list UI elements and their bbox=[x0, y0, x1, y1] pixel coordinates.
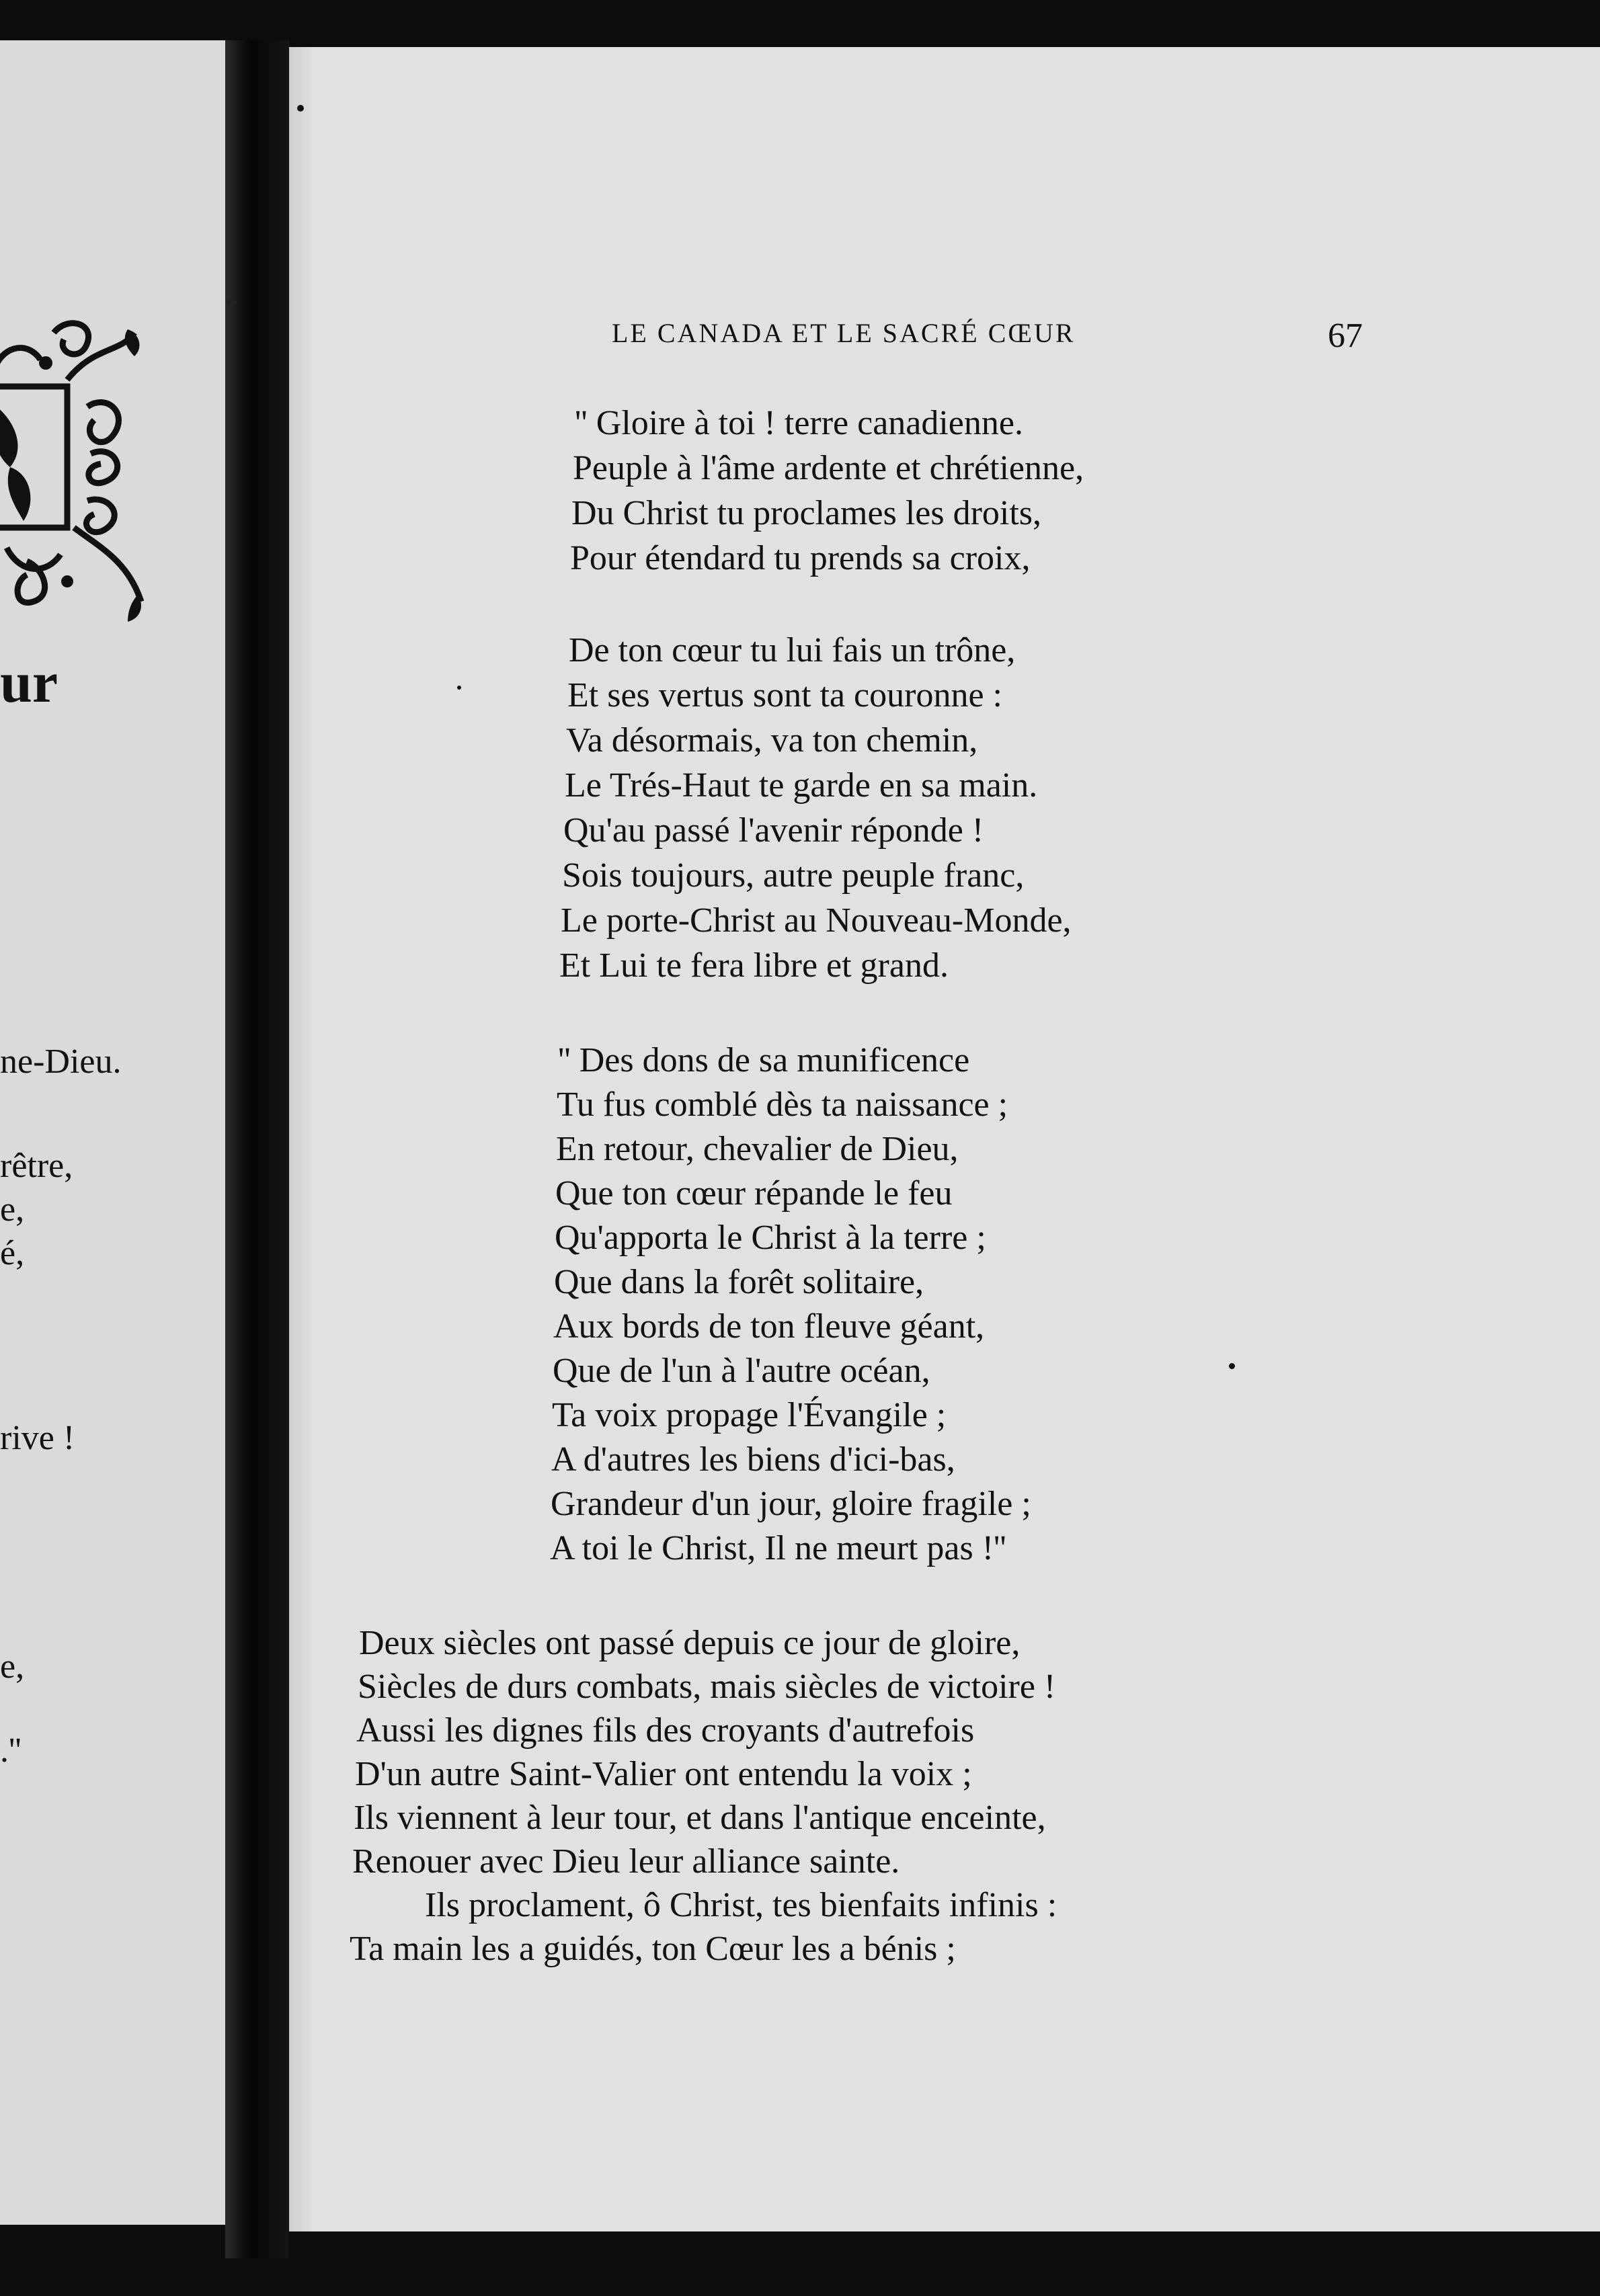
scan-speck bbox=[297, 105, 304, 112]
verse-line: D'un autre Saint-Valier ont entendu la voix ; bbox=[355, 1755, 972, 1793]
verse-line: '' Des dons de sa munificence bbox=[558, 1041, 970, 1079]
verse-line: Pour étendard tu prends sa croix, bbox=[570, 539, 1031, 577]
verse-line: Le Trés-Haut te garde en sa main. bbox=[565, 766, 1038, 805]
verse-line: En retour, chevalier de Dieu, bbox=[556, 1130, 959, 1168]
scan-speck bbox=[457, 686, 461, 690]
verse-line: Ta voix propage l'Évangile ; bbox=[552, 1396, 947, 1434]
verse-line: Tu fus comblé dès ta naissance ; bbox=[557, 1085, 1008, 1124]
scan-speck bbox=[1229, 1363, 1235, 1369]
verse-line: Le porte-Christ au Nouveau-Monde, bbox=[561, 901, 1072, 940]
verse-line: Sois toujours, autre peuple franc, bbox=[562, 856, 1025, 895]
verse-line: Et Lui te fera libre et grand. bbox=[559, 946, 949, 985]
verse-line: A d'autres les biens d'ici-bas, bbox=[551, 1440, 955, 1479]
left-page-line: e, bbox=[0, 1647, 25, 1686]
verse-line: Qu'apporta le Christ à la terre ; bbox=[555, 1219, 986, 1257]
right-page bbox=[289, 47, 1600, 2231]
verse-line: Qu'au passé l'avenir réponde ! bbox=[563, 811, 984, 850]
verse-line: Va désormais, va ton chemin, bbox=[566, 721, 978, 760]
scan-speck bbox=[227, 299, 237, 306]
verse-line: De ton cœur tu lui fais un trône, bbox=[569, 631, 1016, 669]
verse-line: Aussi les dignes fils des croyants d'autrefois bbox=[356, 1711, 975, 1750]
verse-line: Du Christ tu proclames les droits, bbox=[571, 494, 1042, 532]
left-page-line: .'' bbox=[0, 1731, 22, 1770]
verse-line: Siècles de durs combats, mais siècles de victoire ! bbox=[358, 1668, 1056, 1706]
verse-line: Deux siècles ont passé depuis ce jour de gloire, bbox=[359, 1624, 1021, 1662]
verse-line: Aux bords de ton fleuve géant, bbox=[553, 1307, 985, 1346]
left-page-line: e, bbox=[0, 1190, 25, 1229]
decorative-ornament-icon bbox=[0, 306, 155, 628]
left-facing-page bbox=[0, 40, 225, 2225]
left-page-line: ne-Dieu. bbox=[0, 1042, 122, 1081]
verse-line: Renouer avec Dieu leur alliance sainte. bbox=[352, 1842, 900, 1881]
left-page-line: é, bbox=[0, 1234, 25, 1272]
left-page-line: rive ! bbox=[0, 1419, 75, 1457]
left-page-line: rêtre, bbox=[0, 1147, 73, 1185]
verse-line: Grandeur d'un jour, gloire fragile ; bbox=[551, 1485, 1031, 1523]
verse-line: Ils proclament, ô Christ, tes bienfaits infinis : bbox=[425, 1886, 1057, 1924]
verse-line: Que dans la forêt solitaire, bbox=[554, 1263, 924, 1301]
page-number: 67 bbox=[1328, 317, 1363, 355]
running-head: LE CANADA ET LE SACRÉ CŒUR bbox=[612, 318, 1076, 348]
verse-line: Ta main les a guidés, ton Cœur les a bénis ; bbox=[350, 1930, 956, 1968]
book-gutter bbox=[225, 40, 289, 2258]
verse-line: Que de l'un à l'autre océan, bbox=[553, 1352, 930, 1390]
verse-line: Et ses vertus sont ta couronne : bbox=[567, 676, 1002, 714]
verse-line: A toi le Christ, Il ne meurt pas !'' bbox=[550, 1529, 1006, 1567]
verse-line: Peuple à l'âme ardente et chrétienne, bbox=[573, 449, 1084, 487]
left-page-heading-fragment: ur bbox=[0, 650, 58, 714]
verse-line: Que ton cœur répande le feu bbox=[555, 1174, 953, 1213]
verse-line: Ils viennent à leur tour, et dans l'antique enceinte, bbox=[354, 1799, 1046, 1837]
verse-line: '' Gloire à toi ! terre canadienne. bbox=[575, 404, 1023, 442]
